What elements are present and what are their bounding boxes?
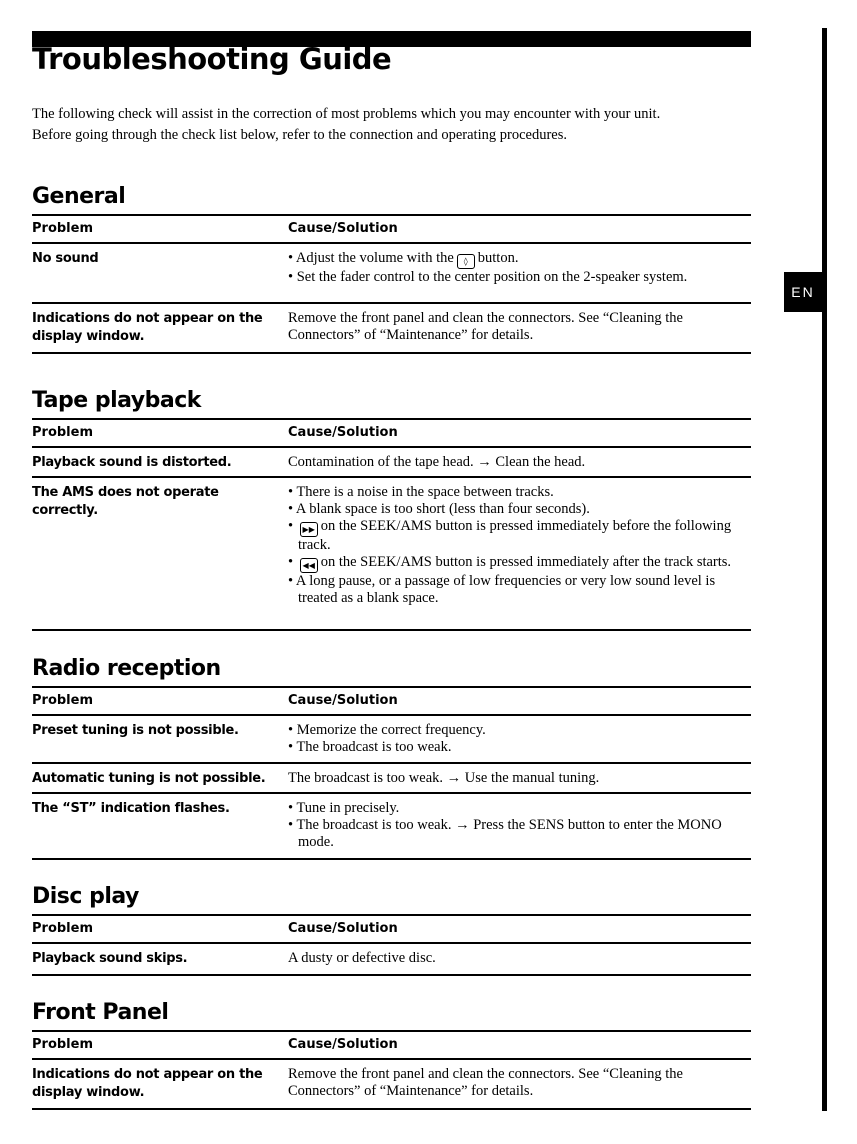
section-title: Front Panel xyxy=(32,1000,169,1025)
volume-button-icon: ◊ xyxy=(457,254,475,269)
solution-header: Cause/Solution xyxy=(288,693,398,708)
solution-header: Cause/Solution xyxy=(288,921,398,936)
solution-item: • ◀◀ on the SEEK/AMS button is pressed immediately after the track starts. xyxy=(288,554,751,573)
table-header xyxy=(32,214,751,244)
section-title: Radio reception xyxy=(32,656,221,681)
problem-header: Problem xyxy=(32,425,93,440)
solution-cell: Remove the front panel and clean the connectors. See “Cleaning the Connectors” of “Maintenance” for details. xyxy=(288,1066,683,1099)
solution-header: Cause/Solution xyxy=(288,221,398,236)
solution-item: • Tune in precisely. xyxy=(288,800,751,817)
table-row xyxy=(32,794,751,860)
problem-cell: Playback sound skips. xyxy=(32,951,188,966)
section-title: General xyxy=(32,184,126,209)
solution-cell: Remove the front panel and clean the connectors. See “Cleaning the Connectors” of “Maintenance” for details. xyxy=(288,310,683,343)
section-title: Disc play xyxy=(32,884,139,909)
solution-item: • The broadcast is too weak. → Press the SENS button to enter the MONO mode. xyxy=(288,817,751,851)
problem-cell: Indications do not appear on the display window. xyxy=(32,1067,263,1100)
solution-cell: The broadcast is too weak. → Use the manual tuning. xyxy=(288,770,600,786)
problem-cell: The AMS does not operate correctly. xyxy=(32,485,219,518)
problem-cell: The “ST” indication flashes. xyxy=(32,801,230,816)
problem-header: Problem xyxy=(32,693,93,708)
solution-item: • ▶▶ on the SEEK/AMS button is pressed immediately before the following track. xyxy=(288,518,751,554)
table-row xyxy=(32,304,751,354)
solution-cell xyxy=(288,794,751,858)
intro-paragraph-1: The following check will assist in the correction of most problems which you may encounter with your unit. xyxy=(32,106,661,122)
seek-backward-icon: ◀◀ xyxy=(300,558,318,573)
problem-header: Problem xyxy=(32,1037,93,1052)
solution-item: • Set the fader control to the center position on the 2-speaker system. xyxy=(288,269,751,286)
page-title: Troubleshooting Guide xyxy=(32,42,392,76)
table-row xyxy=(32,478,751,631)
table-header xyxy=(32,1030,751,1060)
problem-cell: Preset tuning is not possible. xyxy=(32,723,239,738)
problem-cell: Indications do not appear on the display window. xyxy=(32,311,263,344)
problem-header: Problem xyxy=(32,221,93,236)
table-row xyxy=(32,1060,751,1110)
solution-item: • A blank space is too short (less than four seconds). xyxy=(288,501,751,518)
solution-item: • The broadcast is too weak. xyxy=(288,739,751,756)
right-margin-rule xyxy=(822,28,827,1111)
solution-item: • A long pause, or a passage of low frequencies or very low sound level is treated as a blank space. xyxy=(288,573,751,607)
problem-header: Problem xyxy=(32,921,93,936)
solution-cell: A dusty or defective disc. xyxy=(288,950,436,966)
solution-cell xyxy=(288,244,751,302)
solution-header: Cause/Solution xyxy=(288,1037,398,1052)
table-row xyxy=(32,944,751,976)
table-row xyxy=(32,764,751,794)
section-tape-playback xyxy=(32,384,751,631)
section-title: Tape playback xyxy=(32,388,201,413)
table-header xyxy=(32,914,751,944)
solution-item: • Adjust the volume with the ◊ button. xyxy=(288,250,751,269)
intro-text xyxy=(32,104,752,146)
seek-forward-icon: ▶▶ xyxy=(300,522,318,537)
problem-cell: Automatic tuning is not possible. xyxy=(32,771,266,786)
problem-cell: Playback sound is distorted. xyxy=(32,455,232,470)
solution-cell xyxy=(288,716,751,762)
language-tab: EN xyxy=(784,272,822,312)
section-general xyxy=(32,180,751,354)
solution-item: • There is a noise in the space between tracks. xyxy=(288,484,751,501)
table-header xyxy=(32,418,751,448)
solution-item: • Memorize the correct frequency. xyxy=(288,722,751,739)
table-row xyxy=(32,244,751,304)
section-disc-play xyxy=(32,880,751,976)
table-row xyxy=(32,716,751,764)
solution-cell xyxy=(288,478,751,629)
intro-paragraph-2: Before going through the check list below, refer to the connection and operating procedures. xyxy=(32,127,567,143)
problem-cell: No sound xyxy=(32,251,99,266)
solution-cell: Contamination of the tape head. → Clean the head. xyxy=(288,454,586,470)
table-row xyxy=(32,448,751,478)
section-front-panel xyxy=(32,996,751,1110)
solution-header: Cause/Solution xyxy=(288,425,398,440)
table-header xyxy=(32,686,751,716)
section-radio-reception xyxy=(32,652,751,860)
